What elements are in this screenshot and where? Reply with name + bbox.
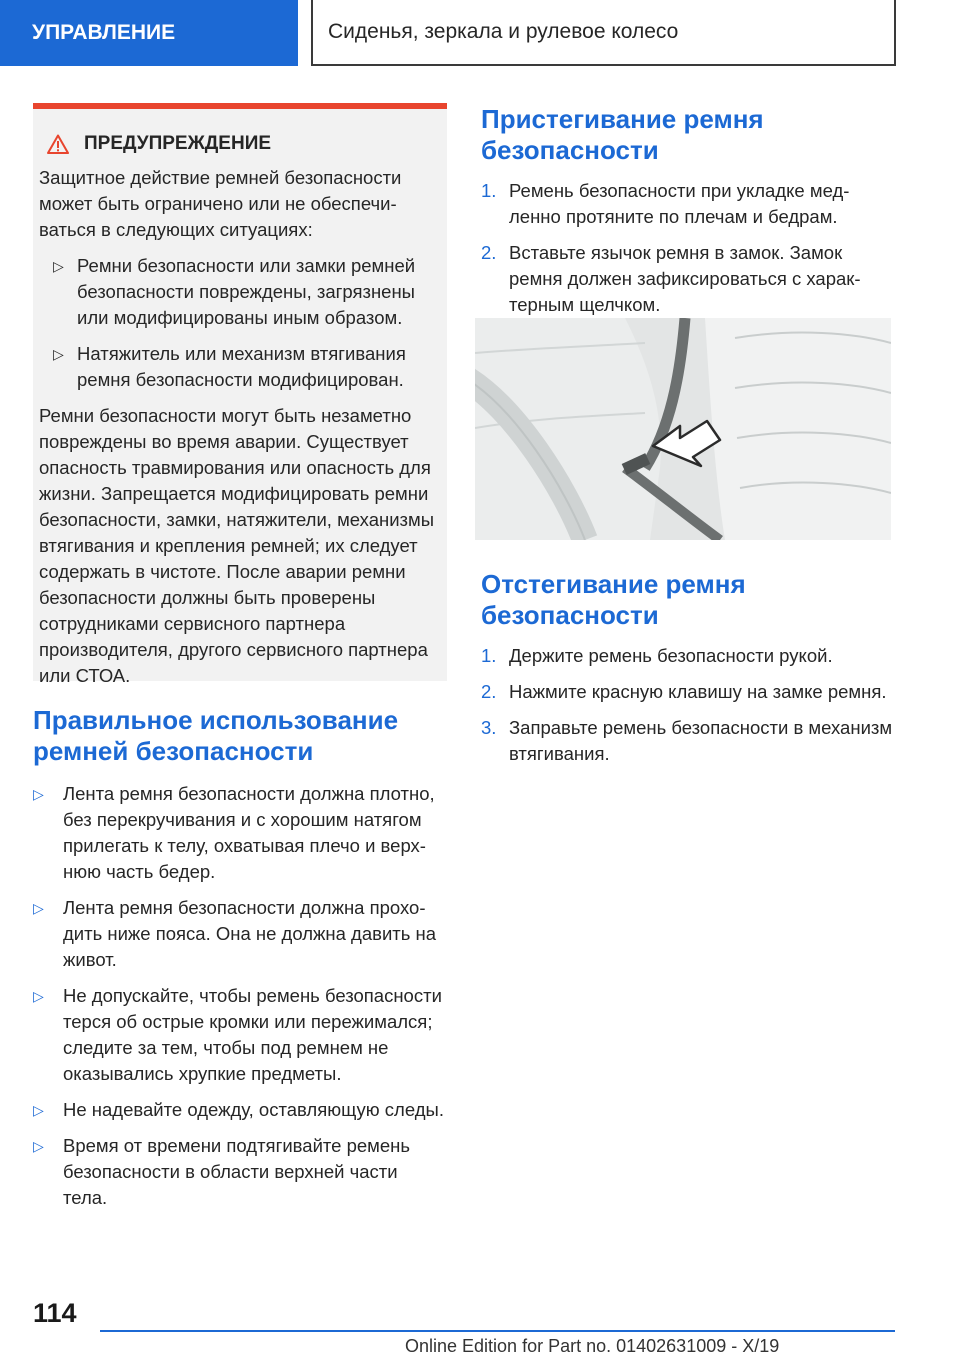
list-item-text: Время от времени подтягивайте ремень безопасности в области верхней части тела.: [63, 1135, 411, 1208]
edition-note: Online Edition for Part no. 01402631009 - X/19: [405, 1336, 780, 1356]
list-item-text: Не допускайте, чтобы ремень безопасности терся об острые кромки или пережимался; следите за тем, чтобы под ремнем не оказывались хрупкие предметы.: [63, 985, 442, 1084]
list-item: [39, 253, 437, 331]
list-item: [33, 1133, 445, 1211]
list-item: [481, 240, 893, 318]
bullet-icon: ▷: [53, 346, 64, 362]
unfastening-heading: Отстегивание ремня безопасности: [481, 569, 746, 630]
chapter-header: [311, 0, 896, 66]
list-item-text: Лента ремня безопасности должна проходить ниже пояса. Она не должна давить на живот.: [63, 897, 437, 970]
proper-use-section: [33, 705, 445, 1221]
proper-use-list: [33, 781, 445, 1211]
warning-body: Ремни безопасности могут быть незаметно повреждены во время аварии. Существует опасность травмирования или опасность для жизни. Запрещается модифицировать ремни безопасности, замки, натяжители, механизмы втягивания и крепления ремней; их следует содержать в чистоте. После аварии ремни безопасности должны быть проверены сотрудниками сервисного партнера производителя, другого сервисного партнера или СТОА.: [39, 405, 435, 686]
unfastening-steps: [481, 643, 893, 767]
step-number: 1.: [481, 180, 497, 201]
page-number: 114: [33, 1298, 77, 1328]
list-item: [33, 983, 445, 1087]
list-item-text: Натяжитель или механизм втягивания ремня безопасности модифицирован.: [77, 343, 406, 390]
section-tab: [0, 0, 298, 66]
fastening-section: [481, 104, 893, 328]
unfastening-section: [481, 569, 893, 777]
step-number: 1.: [481, 645, 497, 666]
list-item: [481, 643, 893, 669]
proper-use-heading: Правильное использование ремней безопасности: [33, 705, 399, 766]
step-number: 2.: [481, 681, 497, 702]
bullet-icon: ▷: [53, 258, 64, 274]
bullet-icon: ▷: [33, 988, 44, 1004]
fastening-steps: [481, 178, 893, 318]
list-item: [33, 1097, 445, 1123]
warning-title: ПРЕДУПРЕЖДЕНИЕ: [84, 133, 272, 154]
step-text: Держите ремень безопасности рукой.: [509, 645, 833, 666]
step-text: Вставьте язычок ремня в замок. Замок ремня должен зафиксироваться с характерным щелчком.: [509, 242, 861, 315]
bullet-icon: ▷: [33, 900, 44, 916]
warning-heading: [47, 131, 437, 157]
list-item: [39, 341, 437, 393]
step-number: 3.: [481, 717, 497, 738]
bullet-icon: ▷: [33, 1138, 44, 1154]
step-text: Ремень безопасности при укладке медленно протяните по плечам и бедрам.: [509, 180, 850, 227]
bullet-icon: ▷: [33, 1102, 44, 1118]
list-item: [33, 781, 445, 885]
list-item: [481, 679, 893, 705]
list-item: [481, 715, 893, 767]
warning-list: [39, 253, 437, 393]
step-number: 2.: [481, 242, 497, 263]
list-item-text: Ремни безопасности или замки ремней безопасности повреждены, загрязнены или модифицированы иным образом.: [77, 255, 416, 328]
section-title: УПРАВЛЕНИЕ: [32, 21, 176, 44]
step-text: Нажмите красную клавишу на замке ремня.: [509, 681, 887, 702]
chapter-title: Сиденья, зеркала и рулевое колесо: [328, 20, 679, 43]
list-item: [481, 178, 893, 230]
seatbelt-illustration: [475, 318, 891, 540]
list-item-text: Не надевайте одежду, оставляющую следы.: [63, 1099, 444, 1120]
list-item-text: Лента ремня безопасности должна плотно, без перекручивания и с хорошим натягом прилегать к телу, охватывая плечо и верхнюю часть бедер.: [63, 783, 435, 882]
footer-divider: [100, 1330, 895, 1332]
warning-box: [33, 103, 447, 686]
fastening-heading: Пристегивание ремня безопасности: [481, 104, 764, 165]
warning-intro: Защитное действие ремней безопасности может быть ограничено или не обеспечиваться в следующих ситуациях:: [39, 167, 402, 240]
bullet-icon: ▷: [33, 786, 44, 802]
seat-belt-buckle-image: [475, 318, 891, 540]
list-item: [33, 895, 445, 973]
warning-triangle-icon: [47, 134, 69, 154]
step-text: Заправьте ремень безопасности в механизм втягивания.: [509, 717, 893, 764]
